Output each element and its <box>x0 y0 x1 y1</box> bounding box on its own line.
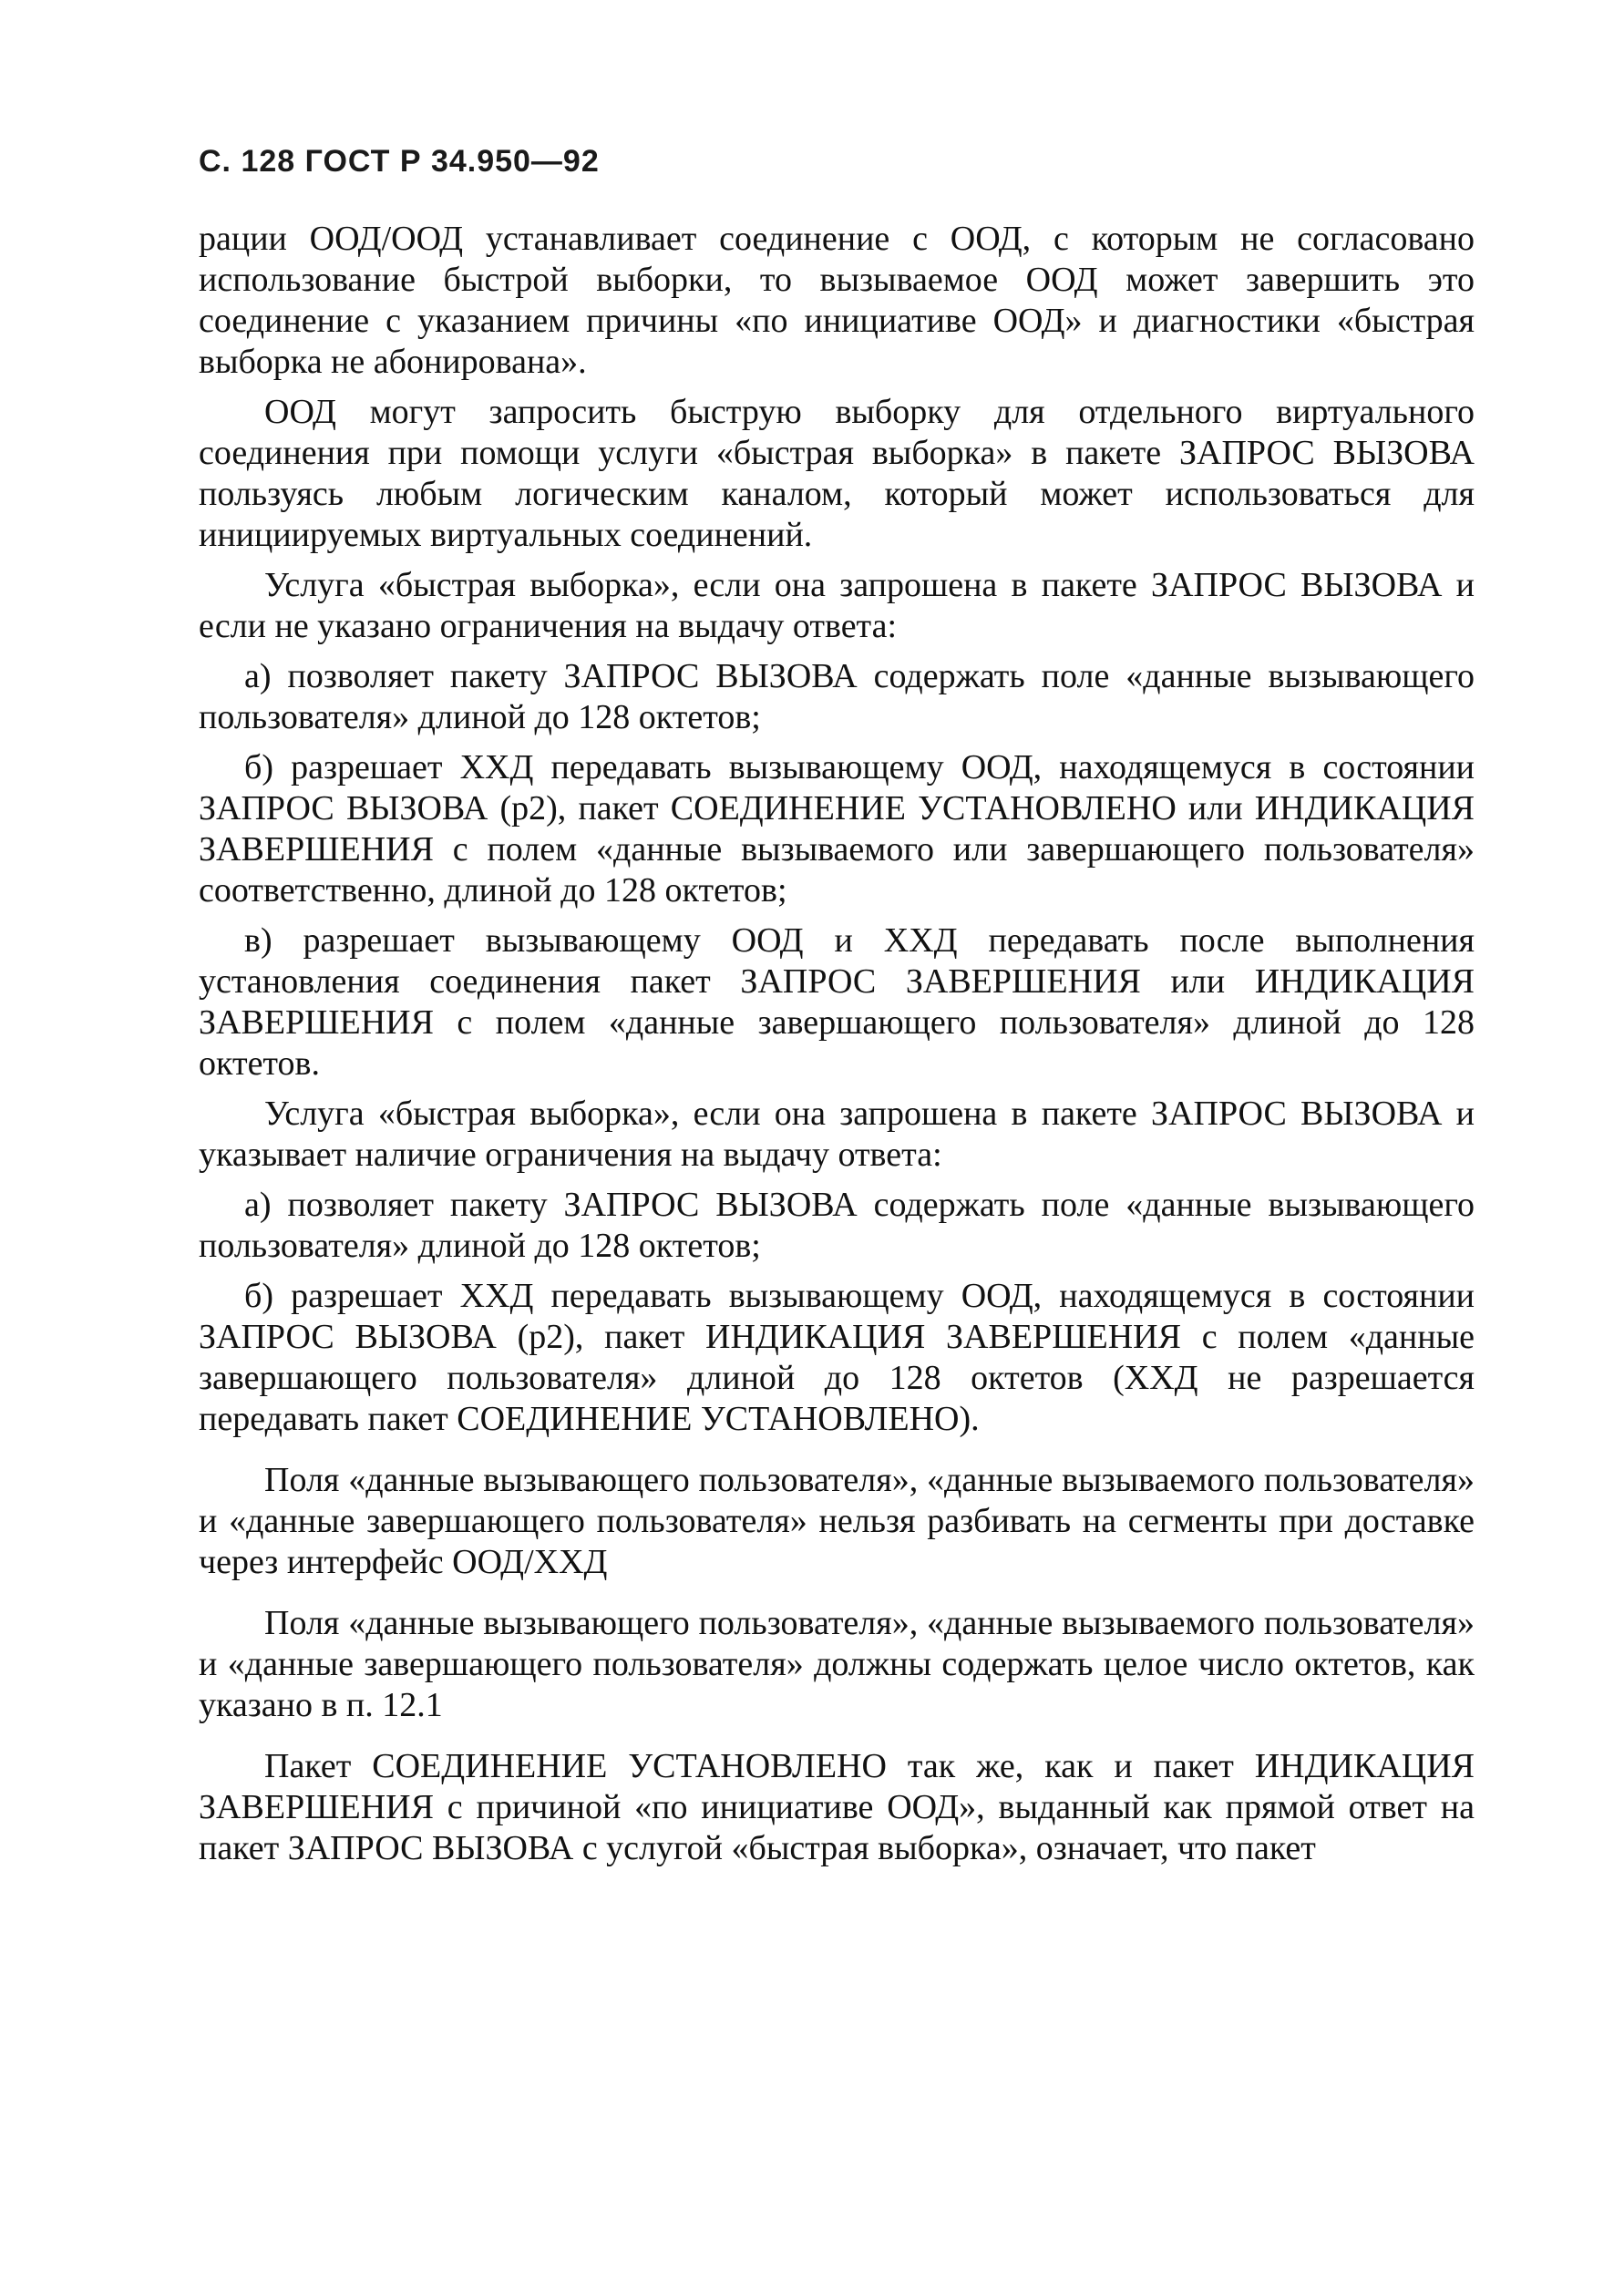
list-item: б) разрешает ХХД передавать вызывающему ООД, находящемуся в состоянии ЗАПРОС ВЫЗОВА (р2), пакет ИНДИКАЦИЯ ЗАВЕРШЕНИЯ с полем «данные завершающего пользователя» длиной до 128 октетов (ХХД не разрешается передавать пакет СОЕДИНЕНИЕ УСТАНОВЛЕНО). <box>199 1277 1475 1438</box>
list-item: а) позволяет пакету ЗАПРОС ВЫЗОВА содержать поле «данные вызывающего пользователя» длиной до 128 октетов; <box>199 1186 1475 1265</box>
document-body <box>199 219 1475 1878</box>
paragraph: Услуга «быстрая выборка», если она запрошена в пакете ЗАПРОС ВЫЗОВА и если не указано ограничения на выдачу ответа: <box>199 566 1475 645</box>
paragraph-continuation: рации ООД/ООД устанавливает соединение с ООД, с которым не согласовано использование быстрой выборки, то вызываемое ООД может завершить это соединение с указанием причины «по инициативе ООД» и диагностики «быстрая выборка не абонирована». <box>199 220 1475 381</box>
paragraph: Пакет СОЕДИНЕНИЕ УСТАНОВЛЕНО так же, как и пакет ИНДИКАЦИЯ ЗАВЕРШЕНИЯ с причиной «по инициативе ООД», выданный как прямой ответ на пакет ЗАПРОС ВЫЗОВА с услугой «быстрая выборка», означает, что пакет <box>199 1747 1475 1867</box>
running-head: С. 128 ГОСТ Р 34.950—92 <box>199 144 600 179</box>
paragraph: ООД могут запросить быструю выборку для отдельного виртуального соединения при помощи услуги «быстрая выборка» в пакете ЗАПРОС ВЫЗОВА пользуясь любым логическим каналом, который может использоваться для инициируемых виртуальных соединений. <box>199 393 1475 554</box>
paragraph: Услуга «быстрая выборка», если она запрошена в пакете ЗАПРОС ВЫЗОВА и указывает наличие ограничения на выдачу ответа: <box>199 1095 1475 1174</box>
list-item: б) разрешает ХХД передавать вызывающему ООД, находящемуся в состоянии ЗАПРОС ВЫЗОВА (р2), пакет СОЕДИНЕНИЕ УСТАНОВЛЕНО или ИНДИКАЦИЯ ЗАВЕРШЕНИЯ с полем «данные вызываемого или завершающего пользователя» соответственно, длиной до 128 октетов; <box>199 748 1475 910</box>
paragraph: Поля «данные вызывающего пользователя», «данные вызываемого пользователя» и «данные завершающего пользователя» должны содержать целое число октетов, как указано в п. 12.1 <box>199 1604 1475 1724</box>
paragraph: Поля «данные вызывающего пользователя», «данные вызываемого пользователя» и «данные завершающего пользователя» нельзя разбивать на сегменты при доставке через интерфейс ООД/ХХД <box>199 1461 1475 1581</box>
list-item: в) разрешает вызывающему ООД и ХХД передавать после выполнения установления соединения пакет ЗАПРОС ЗАВЕРШЕНИЯ или ИНДИКАЦИЯ ЗАВЕРШЕНИЯ с полем «данные завершающего пользователя» длиной до 128 октетов. <box>199 921 1475 1083</box>
list-item: а) позволяет пакету ЗАПРОС ВЫЗОВА содержать поле «данные вызывающего пользователя» длиной до 128 октетов; <box>199 657 1475 736</box>
